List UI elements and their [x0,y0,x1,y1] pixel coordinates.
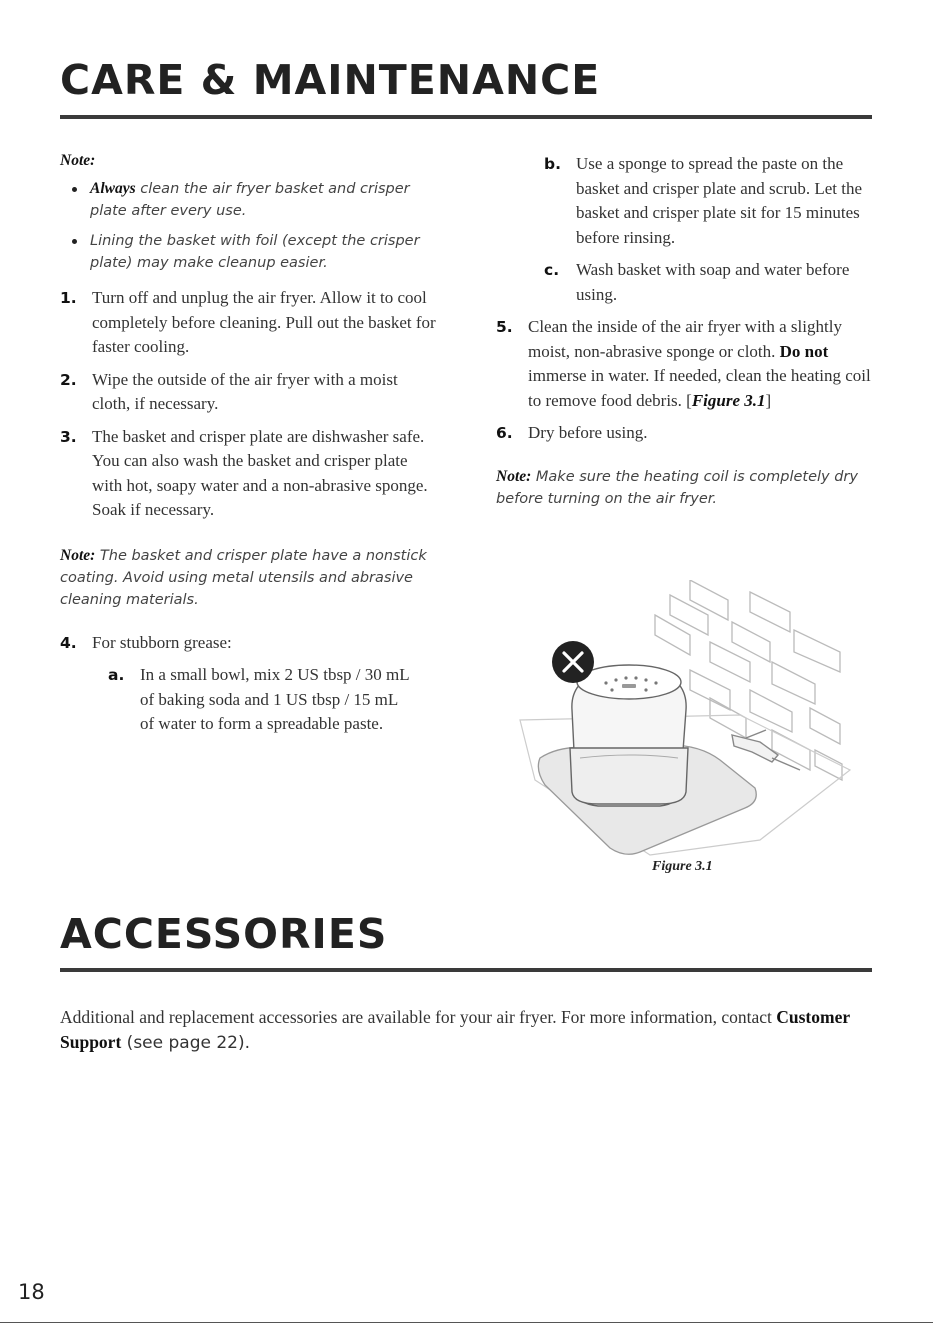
care-maintenance-heading: CARE & MAINTENANCE [60,56,601,104]
bullet-text: clean the air fryer basket and crisper plate after every use. [90,181,410,219]
substep-text: In a small bowl, mix 2 US tbsp / 30 mL of baking soda and 1 US tbsp / 15 mL of water to form a spreadable paste. [140,665,410,733]
step-text: immerse in water. If needed, clean the heating coil to remove food debris. [ [528,366,871,410]
substep-text: Wash basket with soap and water before using. [576,260,850,304]
page-number: 18 [18,1280,45,1304]
step-number: 6. [496,424,513,442]
substep-a [108,663,410,737]
figure-caption: Figure 3.1 [652,859,713,874]
section-rule [60,115,872,119]
note-dry-coil [496,466,872,510]
air-fryer-illustration [510,580,855,860]
accessories-paragraph [60,1005,860,1055]
right-column [496,152,872,510]
figure-reference: Figure 3.1 [691,390,766,410]
step-text: Dry before using. [528,423,648,442]
step-text: ] [765,390,772,410]
step-text: The basket and crisper plate are dishwasher safe. You can also wash the basket and crisper plate with hot, soapy water and a non-abrasive sponge. Soak if necessary. [92,426,428,519]
step-text: Wipe the outside of the air fryer with a moist cloth, if necessary. [92,369,398,413]
step-text: Clean the inside of the air fryer with a slightly moist, non-abrasive sponge or cloth. [528,317,842,361]
step-number: 4. [60,633,77,652]
step-number: 5. [496,318,513,336]
note-nonstick [60,545,430,611]
section-rule [60,968,872,972]
paragraph-text: Additional and replacement accessories are available for your air fryer. For more information, contact [60,1007,777,1027]
note-bullet-list [60,178,440,274]
step-number: 3. [60,427,77,446]
note-bullet-item [60,178,440,222]
step-1 [60,286,440,360]
substep-letter: c. [544,261,560,279]
step-number: 1. [60,289,77,307]
do-not-emphasis: Do not [779,341,829,361]
bullet-text: Lining the basket with foil (except the crisper plate) may make cleanup easier. [90,233,420,271]
step-text: Turn off and unplug the air fryer. Allow it to cool completely before cleaning. Pull out the basket for faster cooling. [92,288,436,356]
note-text: The basket and crisper plate have a nonstick coating. Avoid using metal utensils and abrasive cleaning materials. [60,547,427,608]
prohibited-icon [552,641,594,683]
step-2 [60,368,440,417]
note-label: Note: [60,546,96,564]
substep-b [544,152,872,250]
page-reference: (see page 22). [121,1032,251,1053]
page-bottom-rule [0,1322,933,1323]
substep-c [544,258,872,307]
step-number: 2. [60,370,77,389]
step-6 [496,421,872,446]
left-column [60,150,440,737]
substep-letter: b. [544,155,561,173]
substep-letter: a. [108,666,125,684]
air-fryer [570,665,688,806]
bullet-bold-text: Always [90,180,136,197]
note-label: Note: [60,152,96,169]
accessories-heading: ACCESSORIES [60,910,388,958]
customer-support-link-text: Customer Support [60,1007,850,1052]
note-cleaning [60,150,440,172]
substep-text: Use a sponge to spread the paste on the basket and crisper plate and scrub. Let the basket and crisper plate sit for 15 minutes before rinsing. [576,154,863,247]
step-5 [496,315,872,413]
note-label: Note: [496,467,532,485]
note-text: Make sure the heating coil is completely dry before turning on the air fryer. [496,468,858,507]
note-bullet-item [60,230,440,274]
step-4 [60,631,440,656]
step-text: For stubborn grease: [92,632,232,652]
step-3 [60,425,440,523]
